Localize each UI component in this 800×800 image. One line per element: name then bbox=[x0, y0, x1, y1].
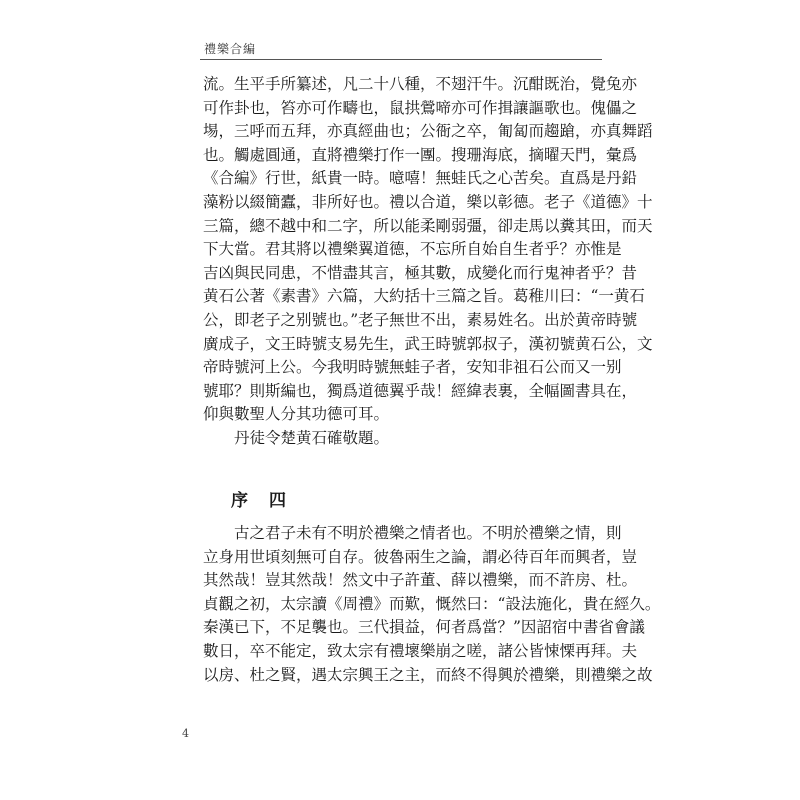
text-line: 帝時號河上公。今我明時號無蛙子者，安知非祖石公而又一别 bbox=[203, 358, 622, 377]
text-line: 其然哉！豈其然哉！然文中子許董、薛以禮樂，而不許房、杜。 bbox=[203, 571, 638, 590]
text-line: 吉凶與民同患，不惜盡其言，極其數，成變化而行鬼神者乎？昔 bbox=[203, 263, 638, 282]
text-line: 古之君子未有不明於禮樂之情者也。不明於禮樂之情，則 bbox=[234, 524, 622, 542]
header-rule bbox=[200, 59, 602, 60]
preface-four-text bbox=[203, 522, 661, 687]
preface-three-text bbox=[203, 73, 653, 451]
text-line: 公，即老子之别號也。”老子無世不出，素易姓名。出於黄帝時號 bbox=[203, 310, 638, 329]
text-line: 流。生平手所纂述，凡二十八種，不翅汗牛。沉酣既治，覺兔亦 bbox=[203, 75, 638, 93]
text-line: 藻粉以綴簡蠹，非所好也。禮以合道，樂以彰德。老子《道德》十 bbox=[203, 192, 653, 211]
text-line: 埸，三呼而五拜，亦真經曲也；公衙之卒，匍匐而趨蹌，亦真舞蹈 bbox=[203, 122, 653, 141]
signature-line: 丹徒令楚黄石確敬題。 bbox=[234, 428, 390, 447]
text-line: 號耶？則斯編也，獨爲道德翼乎哉！經緯表裏，全幅圖書具在， bbox=[203, 381, 638, 400]
running-head: 禮樂合編 bbox=[204, 42, 257, 56]
text-line: 可作卦也，笞亦可作疇也，鼠拱鶯啼亦可作揖讓謳歌也。傀儡之 bbox=[203, 98, 638, 117]
text-line: 三篇，總不越中和二字，所以能柔剛弱彊，卻走馬以糞其田，而天 bbox=[203, 216, 653, 235]
text-line: 貞觀之初，太宗讀《周禮》而歎，慨然曰：“設法施化，貴在經久。 bbox=[203, 594, 661, 613]
section-title: 序 四 bbox=[231, 491, 288, 511]
text-line: 秦漢已下，不足襲也。三代損益，何者爲當？”因詔宿中書省會議 bbox=[203, 618, 645, 637]
text-line: 《合編》行世，紙貴一時。噫嘻！無蛙氏之心苦矣。直爲是丹鉛 bbox=[203, 169, 638, 188]
page-number: 4 bbox=[182, 727, 189, 740]
text-line: 下大當。君其將以禮樂翼道德，不忘所自始自生者乎？亦惟是 bbox=[203, 240, 622, 259]
text-line: 立身用世頃刻無可自存。彼魯兩生之論，謂必待百年而興者，豈 bbox=[203, 547, 638, 566]
text-line: 仰與數聖人分其功德可耳。 bbox=[203, 405, 390, 424]
text-line: 也。觸處圓通，直將禮樂打作一團。搜珊海底，摘曜天門，彙爲 bbox=[203, 145, 638, 164]
text-line: 黄石公著《素書》六篇，大約括十三篇之旨。葛稚川曰：“一黄石 bbox=[203, 287, 645, 306]
text-line: 以房、杜之賢，遇太宗興王之主，而終不得興於禮樂，則禮樂之故 bbox=[203, 665, 653, 684]
text-line: 廣成子，文王時號支易先生，武王時號郭叔子，漢初號黄石公，文 bbox=[203, 334, 653, 353]
text-line: 數日，卒不能定，致太宗有禮壞樂崩之嗟，諸公皆悚慄再拜。夫 bbox=[203, 641, 638, 660]
